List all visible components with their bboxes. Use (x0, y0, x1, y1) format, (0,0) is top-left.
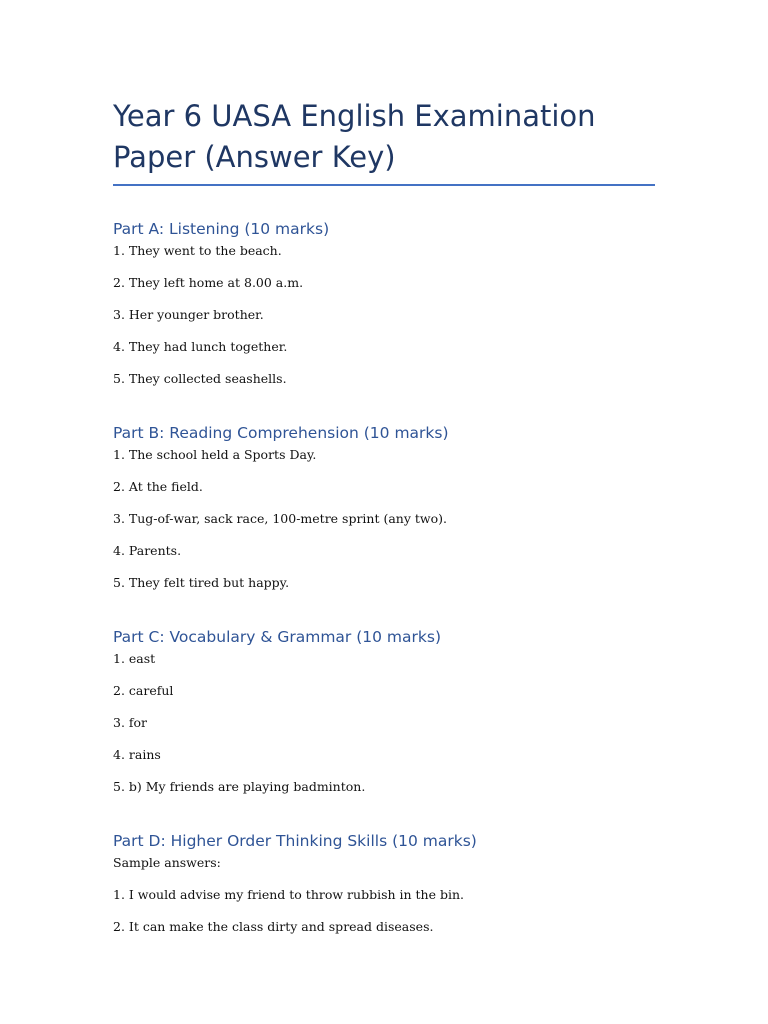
answer-item: 3. Her younger brother. (113, 307, 264, 322)
answer-item: 5. They felt tired but happy. (113, 575, 290, 590)
section-heading-part-a: Part A: Listening (10 marks) (113, 220, 330, 238)
answer-item: 5. They collected seashells. (113, 371, 287, 386)
answer-item: 2. At the field. (113, 479, 203, 494)
answer-item: 5. b) My friends are playing badminton. (113, 779, 366, 794)
answer-item: 4. rains (113, 747, 161, 762)
answer-item: 1. The school held a Sports Day. (113, 447, 317, 462)
section-heading-part-d: Part D: Higher Order Thinking Skills (10 marks) (113, 832, 477, 850)
section-part-b (113, 421, 655, 593)
section-part-c (113, 625, 655, 797)
answer-item: 4. They had lunch together. (113, 339, 288, 354)
document-page (113, 96, 655, 937)
section-heading-part-b: Part B: Reading Comprehension (10 marks) (113, 424, 449, 442)
section-part-a (113, 217, 655, 389)
answer-intro: Sample answers: (113, 855, 221, 870)
answer-item: 2. They left home at 8.00 a.m. (113, 275, 304, 290)
answer-item: 1. east (113, 651, 156, 666)
answer-item: 2. careful (113, 683, 174, 698)
document-title: Year 6 UASA English Examination Paper (Answer Key) (113, 96, 655, 186)
answer-item: 4. Parents. (113, 543, 182, 558)
section-heading-part-c: Part C: Vocabulary & Grammar (10 marks) (113, 628, 441, 646)
answer-item: 1. They went to the beach. (113, 243, 282, 258)
answer-item: 3. Tug-of-war, sack race, 100-metre sprint (any two). (113, 511, 447, 526)
answer-item: 1. I would advise my friend to throw rubbish in the bin. (113, 887, 464, 902)
section-part-d (113, 829, 655, 937)
answer-item: 2. It can make the class dirty and spread diseases. (113, 919, 434, 934)
answer-item: 3. for (113, 715, 148, 730)
